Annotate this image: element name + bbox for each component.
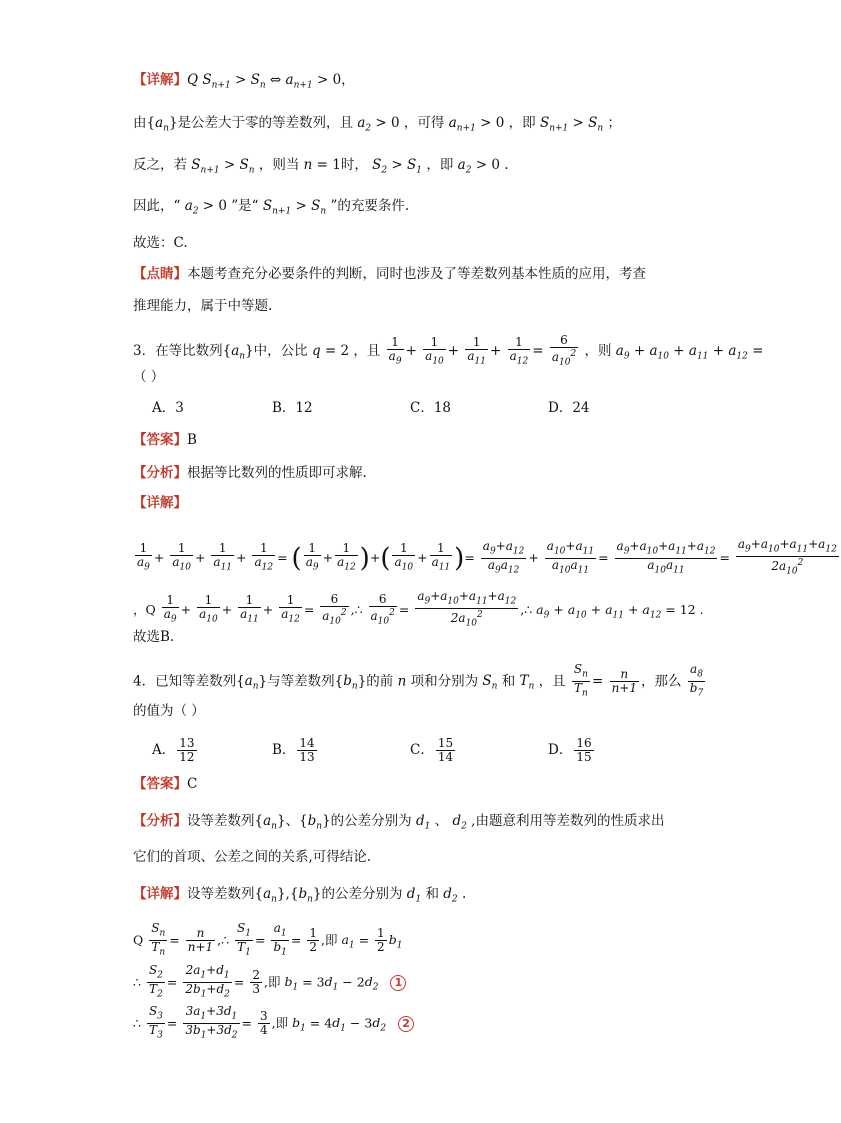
q4-option-c: C． $\frac{15}{14}$ (410, 736, 454, 764)
q4-eq2: ∴ $\frac{S_3}{T_3}$ = $\frac{3a_1+3d_1}{3b_1+3d_2}$ = $\frac{3}{4}$ ,即 $b_1 = 4d_1 - 3d_2$ 2 (133, 1005, 414, 1043)
q2-line3: 反之，若 $S_{n+1} > S_n$ ，则当 n = 1时， $S_2 > S_1$ ，即 $a_2 > 0$ . (133, 157, 509, 176)
dianjing-tag: 【点睛】 (133, 266, 187, 282)
q2-answer: 故选：C. (133, 235, 188, 251)
q3-answer-line: 【答案】B (133, 432, 197, 448)
q2-dianjing-2: 推理能力，属于中等题. (133, 298, 273, 314)
q4-fenxi-line: 【分析】设等差数列$\{a_n\}$、$\{b_n\}$的公差分别为 $d_1$ 、 $d_2$ ,由题意利用等差数列的性质求出 (133, 813, 665, 832)
q4-eq0: Q $\frac{S_n}{T_n}$ = $\frac{n}{n+1}$ ,∴ $\frac{S_1}{T_1}$ = $\frac{a_1}{b_1}$ = $\frac{1}{2}$ ,即 $a_1$ = $\frac{1}{2}$ $b_1$ (133, 921, 403, 958)
q3-xiangjie-tag: 【详解】 (133, 495, 187, 511)
q3-fenxi-line: 【分析】根据等比数列的性质即可求解. (133, 465, 367, 481)
q3-choose: 故选B. (133, 629, 175, 645)
q2-xiangjie-line: 【详解】Q $S_{n+1} > S_n$ ⇔ $a_{n+1} > 0$， (133, 72, 355, 91)
answer-tag: 【答案】 (133, 432, 187, 448)
circled-number-2: 2 (398, 1016, 414, 1032)
xiangjie-tag: 【详解】 (133, 72, 187, 88)
q4-option-d: D． $\frac{16}{15}$ (548, 736, 592, 764)
q4-option-a: A． $\frac{13}{12}$ (152, 736, 195, 764)
fenxi-tag: 【分析】 (133, 465, 187, 481)
q3-option-d: D．24 (548, 400, 590, 416)
circled-number-1: 1 (390, 975, 406, 991)
q2-line2: 由$\{a_n\}$是公差大于零的等差数列，且 $a_2 > 0$ ，可得 $a_{n+1} > 0$ ，即 $S_{n+1} > S_n$ ； (133, 115, 622, 134)
q4-eq1: ∴ $\frac{S_2}{T_2}$ = $\frac{2a_1+d_1}{2b_1+d_2}$ = $\frac{2}{3}$ ,即 $b_1 = 3d_1 - 2d_2$ 1 (133, 964, 406, 1002)
q3-option-a: A．3 (152, 400, 184, 416)
q3-derivation-1: $\frac{1}{a_9}$ + $\frac{1}{a_{10}}$ + $\frac{1}{a_{11}}$ + $\frac{1}{a_{12}}$ = ( $\frac{1}{a_9}$ + $\frac{1}{a_{12}}$ )+( $\frac{1}{a_{10}}$ + $\frac{1}{a_{11}}$ )= $\frac{a_9+a_{12}}{a_9a_{12}}$ + $\frac{a_{10}+a_{11}}{a_{10}a_{11}}$ = $\frac{a_9+a_{10}+a_{11}+a_{12}}{a_{10}a_{11}}$ = $\frac{a_9+a_{10}+a_{11}+a_{12}}{2a_{10}^2}$ (137, 537, 837, 577)
q4-stem: 4．已知等差数列$\{a_n\}$与等差数列$\{b_n\}$的前 n 项和分别为 $S_n$ 和 $T_n$ ，且 $\frac{S_n}{T_n}$ = $\frac{n}{n+1}$ ，那么 $\frac{a_8}{b_7}$ (133, 662, 704, 699)
q2-dianjing: 【点睛】本题考查充分必要条件的判断，同时也涉及了等差数列基本性质的应用，考查 (133, 266, 646, 282)
q3-stem: 3．在等比数列$\{a_n\}$中，公比 q = 2 ，且 $\frac{1}{a_9}$ + $\frac{1}{a_{10}}$ + $\frac{1}{a_{11}}$ + $\frac{1}{a_{12}}$ = $\frac{6}{a_{10}^2}$ ，则 $a_9 + a_{10} + a_{11} + a_{12}$ = (133, 333, 764, 368)
q3-derivation-2: ，Q $\frac{1}{a_9}$ + $\frac{1}{a_{10}}$ + $\frac{1}{a_{11}}$ + $\frac{1}{a_{12}}$ = $\frac{6}{a_{10}^2}$ ,∴ $\frac{6}{a_{10}^2}$ = $\frac{a_9+a_{10}+a_{11}+a_{12}}{2a_{10}^2}$ ,∴ $a_9 + a_{10} + a_{11} + a_{12} = 12$ . (133, 589, 704, 629)
q2-line4: 因此，“ $a_2 > 0$ ”是“ $S_{n+1} > S_n$ ”的充要条件. (133, 198, 410, 217)
q4-stem-2: 的值为（ ） (133, 703, 205, 719)
q4-xiangjie-line: 【详解】设等差数列$\{a_n\},\{b_n\}$的公差分别为 $d_1$ 和 $d_2$ . (133, 886, 467, 905)
q3-blank: （ ） (133, 369, 165, 385)
q4-option-b: B． $\frac{14}{13}$ (272, 736, 315, 764)
q4-fenxi-2: 它们的首项、公差之间的关系,可得结论. (133, 849, 372, 865)
q3-option-b: B．12 (272, 400, 313, 416)
q3-option-c: C．18 (410, 400, 452, 416)
q4-answer-line: 【答案】C (133, 776, 198, 792)
